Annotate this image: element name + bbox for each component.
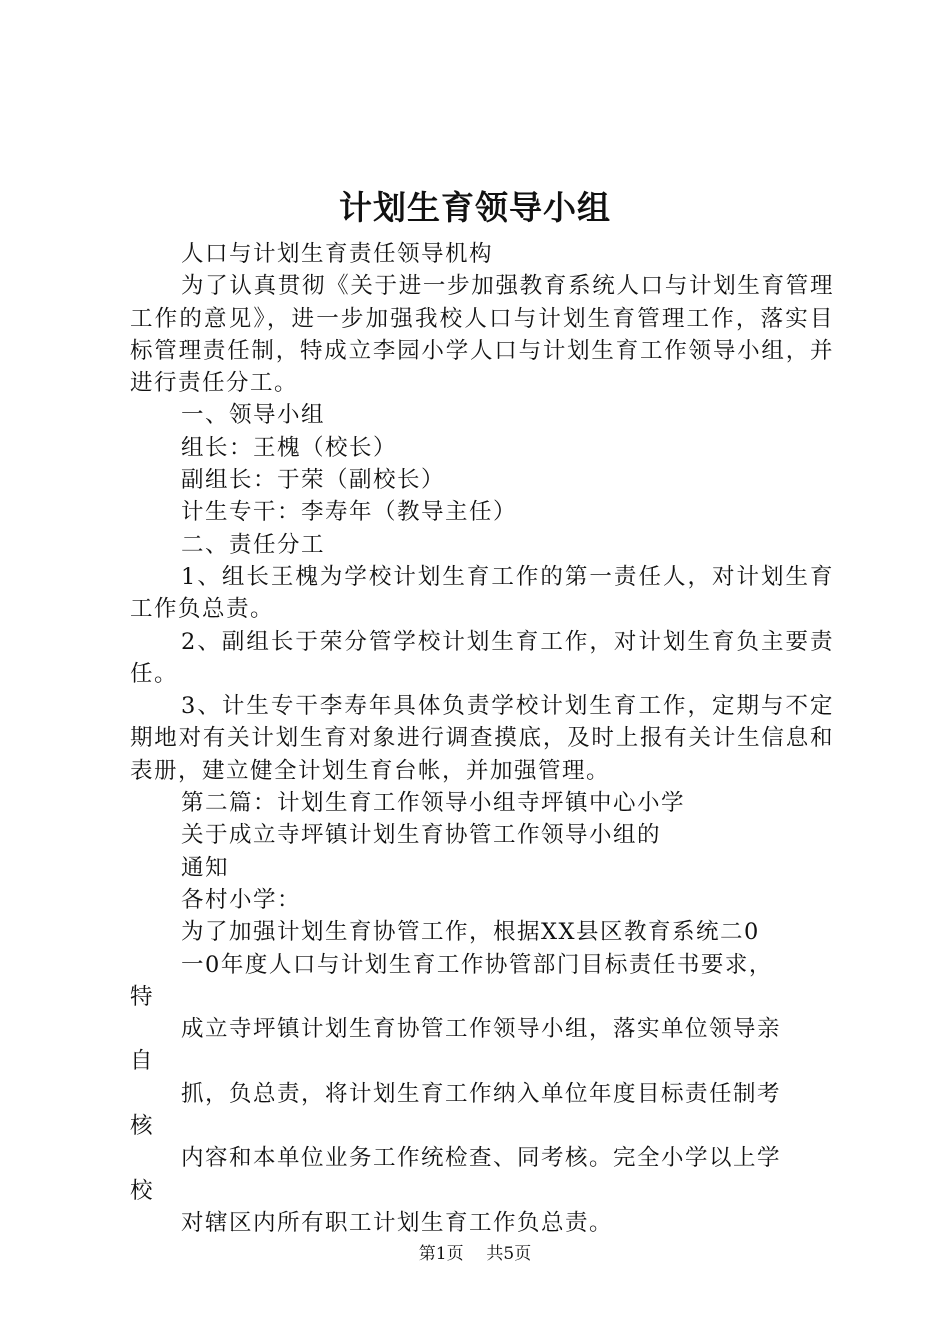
- deputy-leader-line: 副组长：于荣（副校长）: [181, 467, 446, 494]
- paragraph-heading: 人口与计划生育责任领导机构: [181, 241, 494, 267]
- leader-line: 组长：王槐（校长）: [181, 434, 398, 461]
- notice-body-line-1: 为了加强计划生育协管工作，根据XX县区教育系统二0: [181, 919, 760, 946]
- duty-item-3: 3、计生专干李寿年具体负责学校计划生育工作，定期与不定期地对有关计划生育对象进行调查摸底，及时上报有关计生信息和表册，建立健全计划生育台帐，并加强管理。: [130, 693, 834, 784]
- section-heading-leadership: 一、领导小组: [181, 402, 326, 429]
- chapter-two-heading: 第二篇：计划生育工作领导小组寺坪镇中心小学: [181, 790, 686, 817]
- notice-body-line-4: 抓，负总责，将计划生育工作纳入单位年度目标责任制考: [181, 1080, 782, 1107]
- document-title: 计划生育领导小组: [339, 188, 611, 227]
- notice-body-line-4-tail: 核: [130, 1113, 155, 1140]
- notice-body-line-5: 内容和本单位业务工作统检查、同考核。完全小学以上学: [181, 1145, 782, 1172]
- duty-item-1: 1、组长王槐为学校计划生育工作的第一责任人，对计划生育工作负总责。: [130, 563, 834, 623]
- paragraph-intro: 为了认真贯彻《关于进一步加强教育系统人口与计划生育管理工作的意见》，进一步加强我校人口与计划生育管理工作，落实目标管理责任制，特成立李园小学人口与计划生育工作领导小组，并进行责任分工。: [130, 273, 834, 397]
- duty-item-2: 2、副组长于荣分管学校计划生育工作，对计划生育负主要责任。: [130, 628, 834, 687]
- notice-body-line-2-tail: 特: [130, 983, 155, 1010]
- page-number: 第1页: [418, 1244, 464, 1264]
- page-footer: [0, 1241, 950, 1267]
- family-planning-officer-line: 计生专干：李寿年（教导主任）: [181, 499, 518, 526]
- notice-body-line-3: 成立寺坪镇计划生育协管工作领导小组，落实单位领导亲: [181, 1016, 782, 1043]
- notice-body-line-2: 一0年度人口与计划生育工作协管部门目标责任书要求，: [181, 951, 773, 978]
- notice-body-line-6: 对辖区内所有职工计划生育工作负总责。: [181, 1209, 614, 1236]
- notice-body-line-5-tail: 校: [130, 1177, 155, 1204]
- notice-title-line: 关于成立寺坪镇计划生育协管工作领导小组的: [181, 822, 662, 849]
- document-body: [130, 238, 834, 1239]
- notice-body-line-3-tail: 自: [130, 1048, 155, 1075]
- notice-word: 通知: [181, 854, 230, 881]
- notice-recipient: 各村小学：: [181, 886, 302, 913]
- section-heading-duties: 二、责任分工: [181, 531, 326, 558]
- page-total: 共5页: [486, 1244, 532, 1264]
